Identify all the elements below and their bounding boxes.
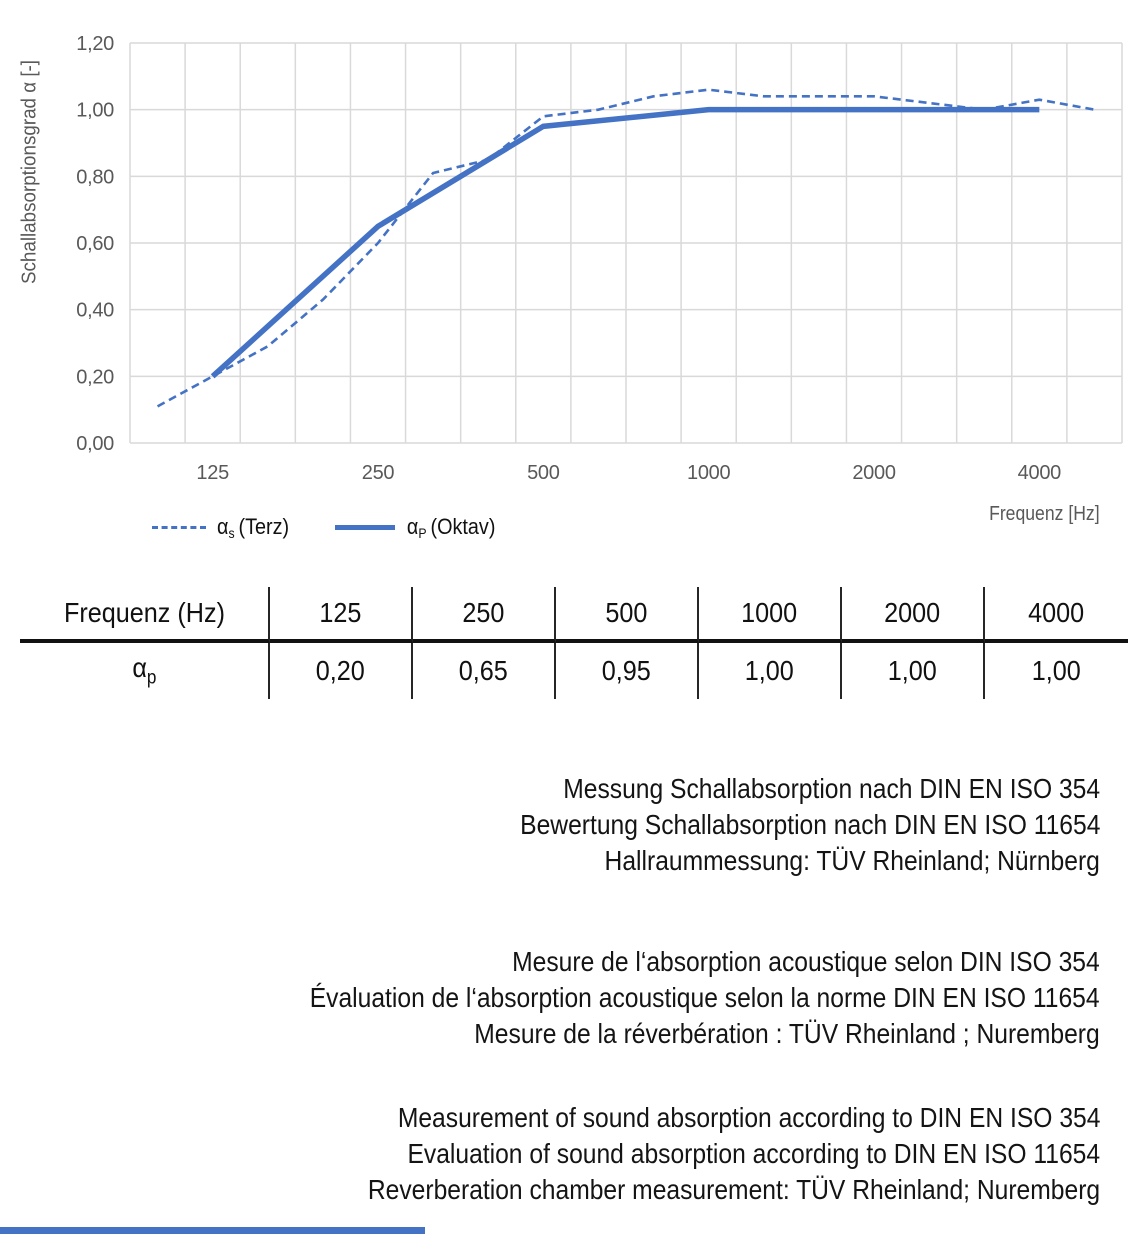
table-row-label-alpha-p: $\alpha_p$: [20, 643, 270, 699]
table-value-250: 0,65: [413, 643, 556, 699]
table-header-250: 250: [413, 587, 556, 643]
table-header-4000: 4000: [985, 587, 1128, 643]
note-line: Hallraummessung: TÜV Rheinland; Nürnberg: [604, 845, 1100, 876]
table-value-125: 0,20: [270, 643, 413, 699]
legend-item-alpha-s: [152, 514, 293, 541]
y-tick-label: 1,00: [76, 99, 114, 122]
table-value-1000: 1,00: [699, 643, 842, 699]
absorption-chart-svg: [0, 0, 1135, 495]
y-tick-label: 0,80: [76, 166, 114, 189]
y-tick-label: 0,60: [76, 233, 114, 255]
y-axis-title: Schallabsorptionsgrad α [-]: [18, 59, 41, 285]
dashed-line-sample: [152, 526, 206, 529]
y-tick-label: 0,00: [76, 433, 114, 455]
x-tick-label: 2000: [852, 462, 896, 484]
table-header-1000: 1000: [699, 587, 842, 643]
note-line: Mesure de la réverbération : TÜV Rheinland ; Nuremberg: [474, 1018, 1100, 1049]
solid-line-sample: [335, 525, 395, 530]
notes-german: [20, 771, 1100, 879]
table-value-2000: 1,00: [842, 643, 985, 699]
table-header-125: 125: [270, 587, 413, 643]
note-line: Mesure de l‘absorption acoustique selon DIN ISO 354: [512, 946, 1100, 977]
notes-english: [20, 1100, 1100, 1208]
table-value-500: 0,95: [556, 643, 699, 699]
note-line: Reverberation chamber measurement: TÜV Rheinland; Nuremberg: [367, 1174, 1100, 1205]
y-tick-label: 1,20: [76, 33, 114, 55]
note-line: Measurement of sound absorption according to DIN EN ISO 354: [397, 1102, 1100, 1133]
notes-french: [20, 944, 1100, 1052]
table-header-500: 500: [556, 587, 699, 643]
table-header-2000: 2000: [842, 587, 985, 643]
y-tick-label: 0,40: [76, 299, 114, 322]
x-tick-label: 250: [361, 462, 395, 484]
note-line: Messung Schallabsorption nach DIN EN ISO 354: [563, 773, 1100, 804]
x-tick-label: 500: [527, 462, 560, 484]
note-line: Bewertung Schallabsorption nach DIN EN ISO 11654: [519, 809, 1100, 840]
y-tick-label: 0,20: [76, 366, 114, 389]
x-tick-label: 4000: [1017, 462, 1061, 484]
table-value-4000: 1,00: [1031, 655, 1082, 686]
chart-legend: [152, 514, 501, 541]
table-header-frequency: Frequenz (Hz): [20, 587, 270, 643]
footer-accent-bar: [0, 1227, 425, 1234]
legend-label-alpha-s: $\alpha_s$ (Terz): [217, 514, 290, 542]
x-tick-label: 125: [196, 462, 229, 484]
note-line: Evaluation of sound absorption according to DIN EN ISO 11654: [407, 1138, 1100, 1169]
note-line: Évaluation de l‘absorption acoustique selon la norme DIN EN ISO 11654: [310, 982, 1100, 1013]
absorption-table: [20, 587, 1128, 699]
legend-label-alpha-p: $\alpha_P$ (Oktav): [407, 514, 496, 542]
x-tick-label: 1000: [687, 462, 731, 484]
legend-item-alpha-p: [335, 514, 500, 541]
x-axis-title: Frequenz [Hz]: [989, 503, 1100, 525]
